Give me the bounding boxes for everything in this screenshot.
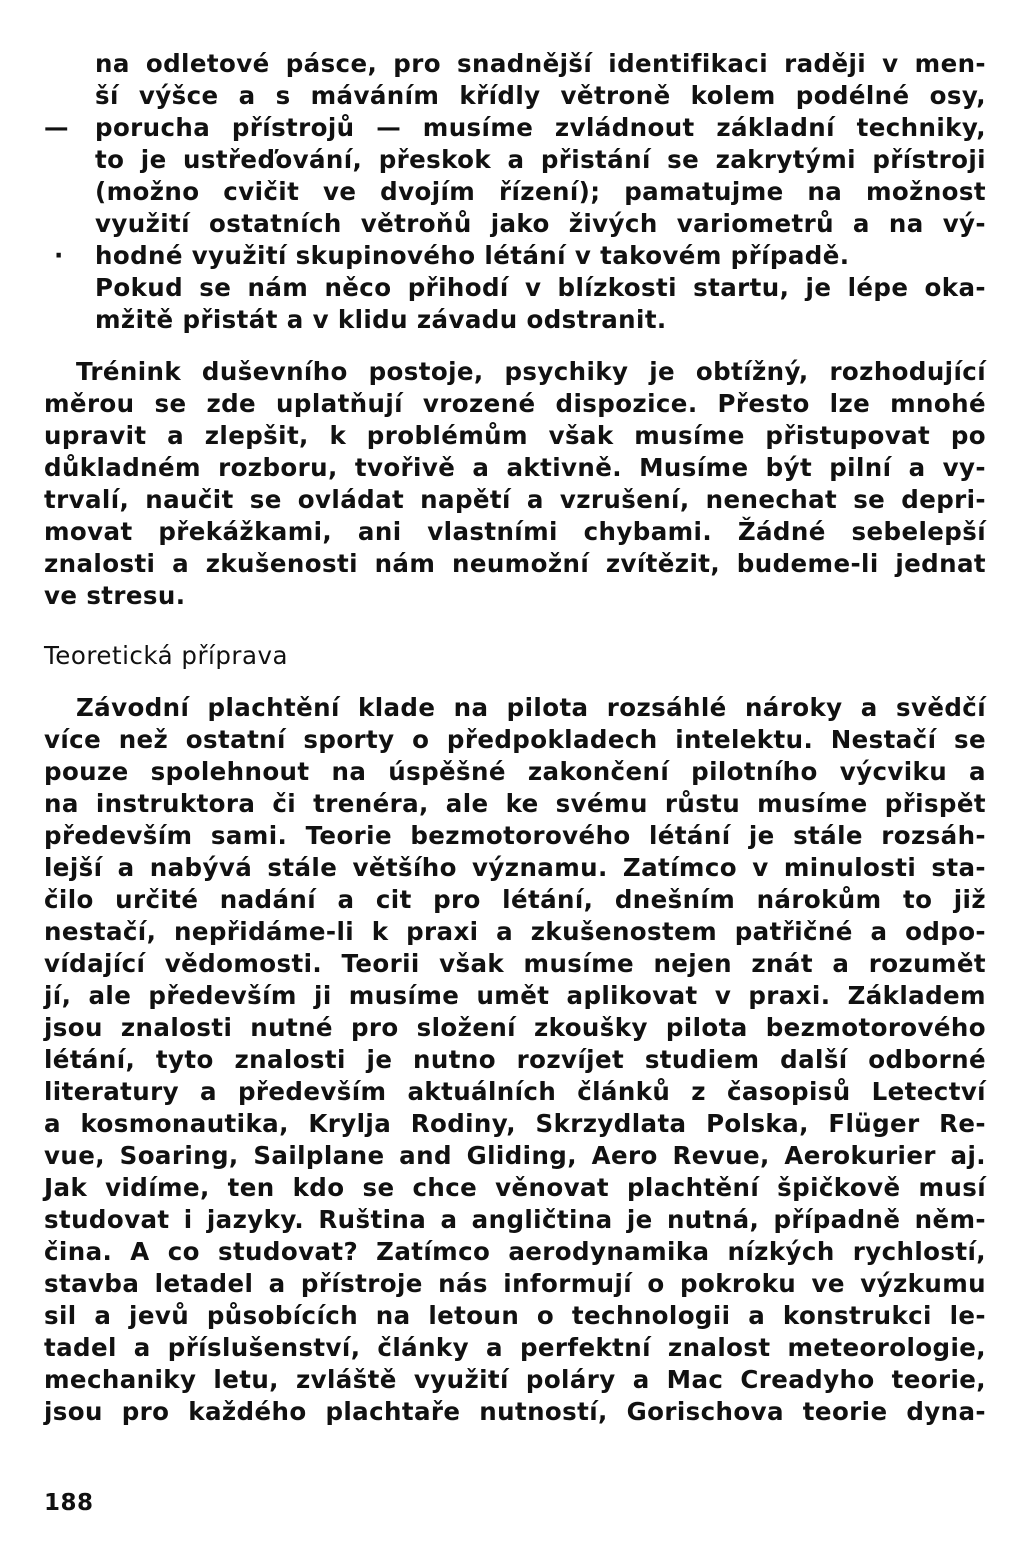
text-line: více než ostatní sporty o předpokladech intelektu. Nestačí se — [44, 725, 986, 754]
page-number: 188 — [44, 1490, 94, 1516]
text-line: na odletové pásce, pro snadnější identifikaci raději v men- — [95, 49, 986, 78]
text-line: jsou pro každého plachtaře nutností, Gorischova teorie dyna- — [44, 1397, 986, 1426]
list-continuation — [44, 48, 986, 336]
list-dash: — — [44, 113, 69, 142]
text-line: mžitě přistát a v klidu závadu odstranit. — [95, 305, 667, 334]
spacer — [44, 612, 986, 640]
text-line: Závodní plachtění klade na pilota rozsáhlé nároky a svědčí — [76, 693, 986, 722]
text-line: na instruktora či trenéra, ale ke svému růstu musíme přispět — [44, 789, 986, 818]
spacer — [44, 336, 986, 356]
paragraph-psychology — [44, 356, 986, 612]
text-line: znalosti a zkušenosti nám neumožní zvítězit, budeme-li jednat — [44, 549, 986, 578]
text-line: především sami. Teorie bezmotorového létání je stále rozsáh- — [44, 821, 986, 850]
text-line: literatury a především aktuálních článků z časopisů Letectví — [44, 1077, 986, 1106]
text-line: létání, tyto znalosti je nutno rozvíjet studiem další odborné — [44, 1045, 986, 1074]
text-line: (možno cvičit ve dvojím řízení); pamatujme na možnost — [95, 177, 986, 206]
text-line: čilo určité nadání a cit pro létání, dnešním nárokům to již — [44, 885, 986, 914]
page-text — [44, 48, 986, 1428]
text-line: to je ustřeďování, přeskok a přistání se zakrytými přístroji — [95, 145, 986, 174]
text-line: a kosmonautika, Krylja Rodiny, Skrzydlata Polska, Flüger Re- — [44, 1109, 986, 1138]
text-line: ve stresu. — [44, 581, 186, 610]
text-line: využití ostatních větroňů jako živých variometrů a na vý- — [95, 209, 986, 238]
text-line-content: porucha přístrojů — musíme zvládnout základní techniky, — [95, 113, 986, 142]
text-line: vue, Soaring, Sailplane and Gliding, Aero Revue, Aerokurier aj. — [44, 1141, 986, 1170]
text-line: čina. A co studovat? Zatímco aerodynamika nízkých rychlostí, — [44, 1237, 986, 1266]
text-line: sil a jevů působících na letoun o technologii a konstrukci le- — [44, 1301, 986, 1330]
paragraph-theory — [44, 692, 986, 1428]
text-line: lejší a nabývá stále většího významu. Zatímco v minulosti sta- — [44, 853, 986, 882]
text-line: Trénink duševního postoje, psychiky je obtížný, rozhodující — [76, 357, 986, 386]
text-line-content: hodné využití skupinového létání v takovém případě. — [95, 241, 850, 270]
text-line: Pokud se nám něco přihodí v blízkosti startu, je lépe oka- — [95, 273, 986, 302]
margin-dot: · — [54, 241, 64, 270]
text-line — [44, 112, 986, 144]
text-line: ší výšce a s máváním křídly větroně kolem podélné osy, — [95, 81, 986, 110]
text-line: trvalí, naučit se ovládat napětí a vzrušení, nenechat se depri- — [44, 485, 986, 514]
text-line: movat překážkami, ani vlastními chybami. Žádné sebelepší — [44, 517, 986, 546]
text-line: jí, ale především ji musíme umět aplikovat v praxi. Základem — [44, 981, 986, 1010]
text-line: měrou se zde uplatňují vrozené dispozice. Přesto lze mnohé — [44, 389, 986, 418]
section-heading: Teoretická příprava — [44, 641, 288, 670]
text-line: upravit a zlepšit, k problémům však musíme přistupovat po — [44, 421, 986, 450]
text-line: pouze spolehnout na úspěšné zakončení pilotního výcviku a — [44, 757, 986, 786]
spacer — [44, 672, 986, 692]
text-line: studovat i jazyky. Ruština a angličtina je nutná, případně něm- — [44, 1205, 986, 1234]
text-line — [44, 240, 986, 272]
text-line: mechaniky letu, zvláště využití poláry a Mac Creadyho teorie, — [44, 1365, 986, 1394]
text-line: nestačí, nepřidáme-li k praxi a zkušenostem patřičné a odpo- — [44, 917, 986, 946]
text-line: důkladném rozboru, tvořivě a aktivně. Musíme být pilní a vy- — [44, 453, 986, 482]
text-line: jsou znalosti nutné pro složení zkoušky pilota bezmotorového — [44, 1013, 986, 1042]
text-line: Jak vidíme, ten kdo se chce věnovat plachtění špičkově musí — [44, 1173, 986, 1202]
text-line: vídající vědomosti. Teorii však musíme nejen znát a rozumět — [44, 949, 986, 978]
text-line: tadel a příslušenství, články a perfektní znalost meteorologie, — [44, 1333, 986, 1362]
text-line: stavba letadel a přístroje nás informují o pokroku ve výzkumu — [44, 1269, 986, 1298]
